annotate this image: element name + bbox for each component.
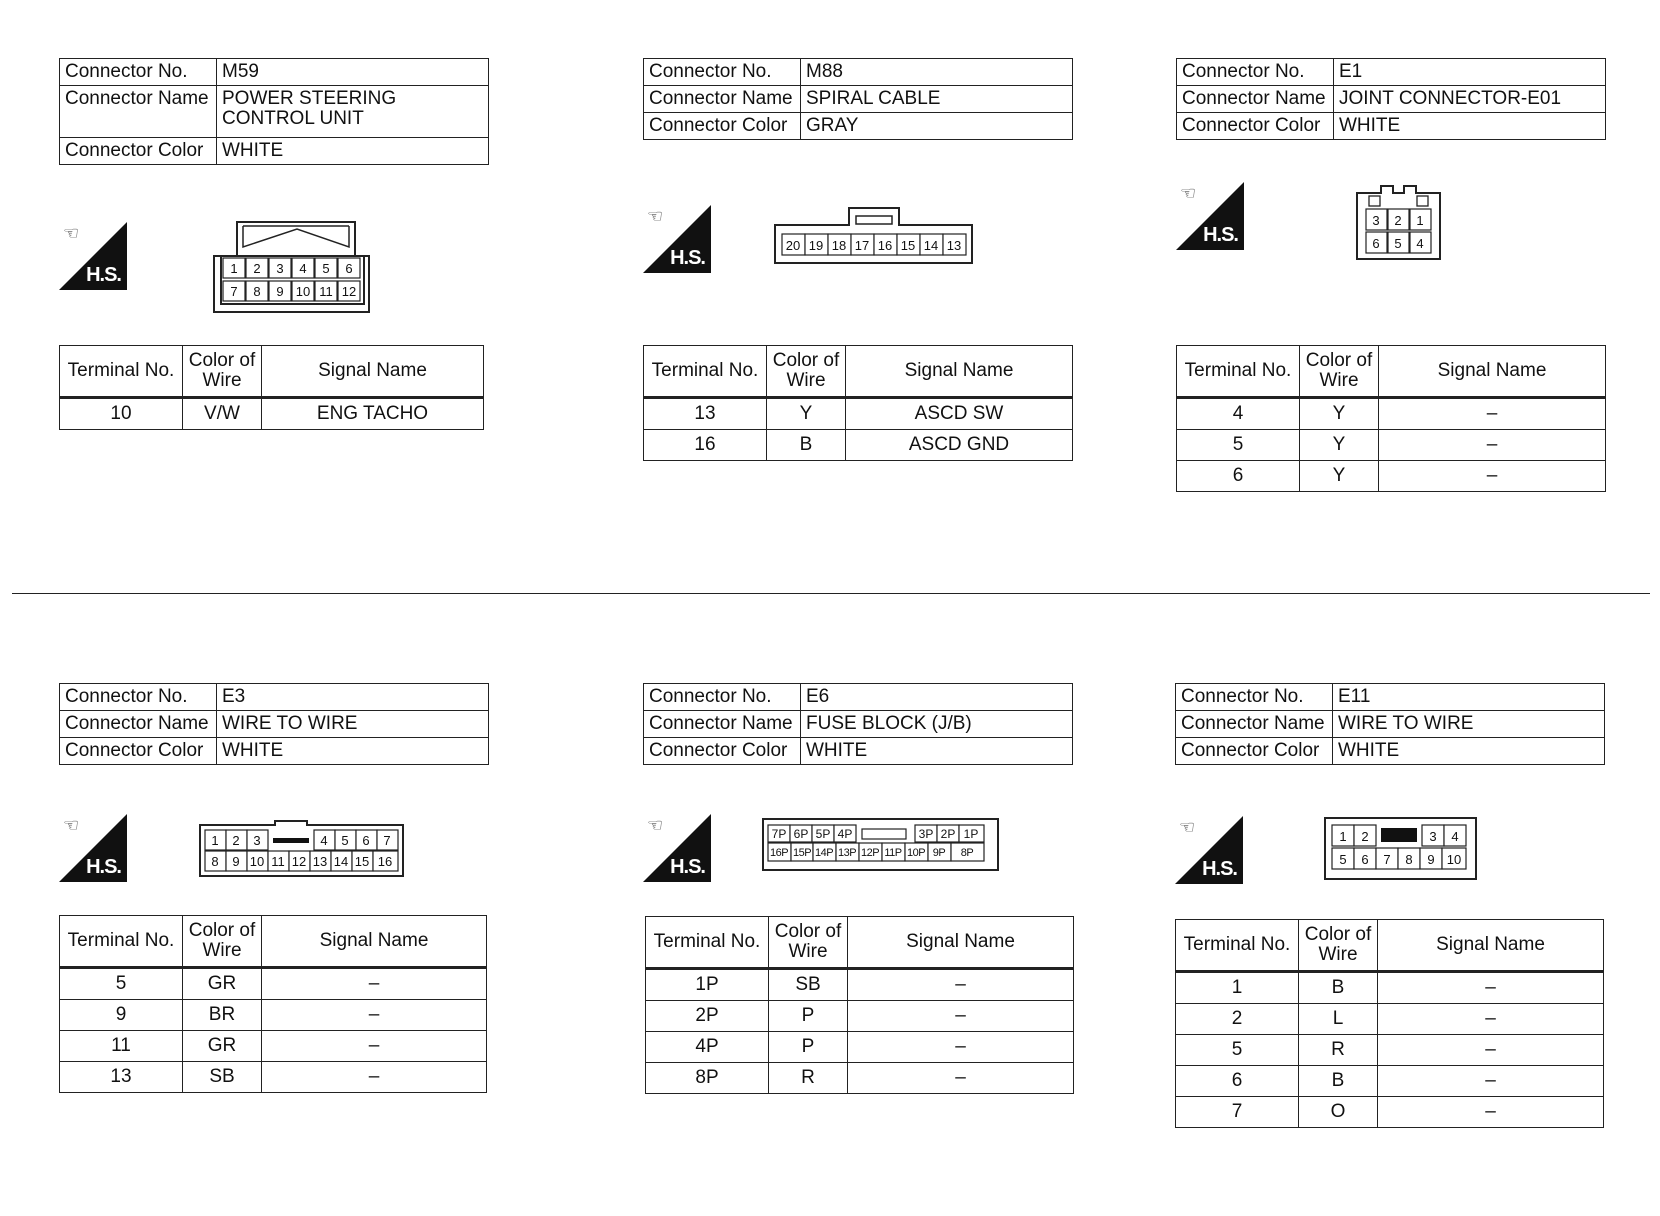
connector-color-label: Connector Color <box>644 738 801 765</box>
terminal-cell: 1P <box>646 969 769 1001</box>
pin-label: 8 <box>253 284 261 299</box>
connector-info-table <box>59 683 489 765</box>
hs-label: H.S. <box>670 856 705 878</box>
connector-diagram-m88 <box>774 207 974 265</box>
signal-cell: – <box>262 1031 487 1062</box>
connector-name-value: FUSE BLOCK (J/B) <box>801 711 1073 738</box>
signal-name-header: Signal Name <box>262 916 487 968</box>
connector-info-table <box>643 683 1073 765</box>
table-row <box>646 969 1074 1001</box>
pin-label: 2 <box>253 261 261 276</box>
pin-label: 2 <box>1394 213 1402 228</box>
pin-label: 5 <box>1394 236 1402 251</box>
table-row <box>1176 972 1604 1004</box>
section-divider <box>12 593 1650 594</box>
terminal-cell: 5 <box>60 968 183 1000</box>
color-of-wire-header: Color of Wire <box>183 346 262 398</box>
signal-name-header: Signal Name <box>846 346 1073 398</box>
hand-icon: ☜ <box>647 815 664 836</box>
table-row <box>1177 461 1606 492</box>
wire-cell: GR <box>183 968 262 1000</box>
connector-color-label: Connector Color <box>644 113 801 140</box>
harness-side-badge <box>1176 182 1244 250</box>
pin-label: 6P <box>793 827 809 841</box>
wire-cell: P <box>769 1032 848 1063</box>
connector-color-value: GRAY <box>801 113 1073 140</box>
pin-label: 4 <box>1451 829 1459 844</box>
terminal-no-header: Terminal No. <box>60 916 183 968</box>
pin-label: 11P <box>884 847 902 859</box>
pin-label: 10 <box>1446 852 1462 867</box>
pin-label: 4P <box>837 827 853 841</box>
connector-diagram-e3 <box>199 820 405 878</box>
terminal-cell: 4P <box>646 1032 769 1063</box>
terminal-cell: 2 <box>1176 1004 1299 1035</box>
terminal-table-e1 <box>1176 345 1606 492</box>
connector-no-value: E11 <box>1333 684 1605 711</box>
pin-label: 4 <box>320 833 328 848</box>
connector-name-label: Connector Name <box>60 86 217 138</box>
terminal-table-m59 <box>59 345 484 430</box>
connector-color-label: Connector Color <box>60 738 217 765</box>
pin-label: 1P <box>963 827 979 841</box>
connector-panel-e6 <box>643 683 1073 765</box>
terminal-no-header: Terminal No. <box>1176 920 1299 972</box>
pin-label: 6 <box>345 261 353 276</box>
connector-panel-m59 <box>59 58 489 165</box>
hs-label: H.S. <box>1202 858 1237 880</box>
pin-label: 3 <box>1372 213 1380 228</box>
pin-label: 1 <box>1339 829 1347 844</box>
pin-label: 10 <box>295 284 311 299</box>
terminal-no-header: Terminal No. <box>60 346 183 398</box>
pin-label: 3 <box>276 261 284 276</box>
pin-label: 13 <box>946 238 962 253</box>
connector-panel-e3 <box>59 683 489 765</box>
harness-side-badge <box>59 222 127 290</box>
table-row <box>646 1063 1074 1094</box>
table-row <box>60 1031 487 1062</box>
pin-label: 13 <box>312 854 328 869</box>
table-row <box>644 398 1073 430</box>
wire-cell: B <box>1299 972 1378 1004</box>
terminal-cell: 1 <box>1176 972 1299 1004</box>
color-of-wire-header: Color of Wire <box>1300 346 1379 398</box>
pin-label: 2P <box>940 827 956 841</box>
pin-label: 5 <box>1339 852 1347 867</box>
pin-label: 11 <box>271 854 285 869</box>
terminal-cell: 11 <box>60 1031 183 1062</box>
connector-diagram-e1 <box>1356 185 1442 261</box>
connector-diagram-e6 <box>762 818 1000 872</box>
signal-cell: – <box>262 968 487 1000</box>
pin-label: 3 <box>253 833 261 848</box>
signal-cell: ENG TACHO <box>262 398 484 430</box>
pin-label: 19 <box>808 238 824 253</box>
terminal-cell: 9 <box>60 1000 183 1031</box>
pin-label: 16 <box>377 854 393 869</box>
pin-label: 16 <box>877 238 893 253</box>
pin-label: 15 <box>900 238 916 253</box>
pin-label: 9 <box>276 284 284 299</box>
signal-name-header: Signal Name <box>1378 920 1604 972</box>
pin-label: 17 <box>854 238 870 253</box>
terminal-cell: 5 <box>1176 1035 1299 1066</box>
pin-label: 7 <box>1383 852 1391 867</box>
signal-cell: ASCD GND <box>846 430 1073 461</box>
signal-cell: – <box>848 1063 1074 1094</box>
table-row <box>646 1032 1074 1063</box>
hs-label: H.S. <box>670 247 705 269</box>
connector-info-table <box>1175 683 1605 765</box>
connector-panel-m88 <box>643 58 1073 140</box>
pin-label: 15 <box>354 854 370 869</box>
color-of-wire-header: Color of Wire <box>767 346 846 398</box>
connector-info-table <box>1176 58 1606 140</box>
pin-label: 14 <box>923 238 939 253</box>
connector-diagram-e11 <box>1324 817 1478 881</box>
table-row <box>1176 1097 1604 1128</box>
connector-name-value: POWER STEERING CONTROL UNIT <box>217 86 489 138</box>
signal-cell: – <box>1378 1035 1604 1066</box>
pin-label: 5 <box>341 833 349 848</box>
wire-cell: GR <box>183 1031 262 1062</box>
pin-label: 8 <box>1405 852 1413 867</box>
connector-name-label: Connector Name <box>644 86 801 113</box>
table-row <box>644 430 1073 461</box>
table-row <box>1177 430 1606 461</box>
terminal-cell: 6 <box>1176 1066 1299 1097</box>
signal-cell: – <box>1379 398 1606 430</box>
harness-side-badge <box>643 814 711 882</box>
connector-no-label: Connector No. <box>1177 59 1334 86</box>
pin-label: 9P <box>932 847 946 859</box>
terminal-cell: 4 <box>1177 398 1300 430</box>
pin-label: 10 <box>249 854 265 869</box>
terminal-cell: 2P <box>646 1001 769 1032</box>
hs-label: H.S. <box>1203 224 1238 246</box>
connector-panel-e11 <box>1175 683 1605 765</box>
pin-label: 5 <box>322 261 330 276</box>
wire-cell: R <box>1299 1035 1378 1066</box>
hand-icon: ☜ <box>1180 183 1197 204</box>
connector-name-value: WIRE TO WIRE <box>217 711 489 738</box>
wire-cell: R <box>769 1063 848 1094</box>
wire-cell: SB <box>183 1062 262 1093</box>
pin-label: 20 <box>785 238 801 253</box>
wire-cell: BR <box>183 1000 262 1031</box>
pin-label: 9 <box>232 854 240 869</box>
connector-name-value: SPIRAL CABLE <box>801 86 1073 113</box>
signal-cell: – <box>262 1062 487 1093</box>
wire-cell: P <box>769 1001 848 1032</box>
table-row <box>646 1001 1074 1032</box>
table-row <box>1176 1066 1604 1097</box>
harness-side-badge <box>643 205 711 273</box>
pin-label: 14 <box>333 854 349 869</box>
hs-label: H.S. <box>86 856 121 878</box>
signal-cell: – <box>1378 1004 1604 1035</box>
terminal-cell: 10 <box>60 398 183 430</box>
connector-color-label: Connector Color <box>60 138 217 165</box>
terminal-cell: 16 <box>644 430 767 461</box>
wire-cell: B <box>767 430 846 461</box>
wire-cell: Y <box>1300 430 1379 461</box>
connector-name-label: Connector Name <box>1176 711 1333 738</box>
terminal-no-header: Terminal No. <box>1177 346 1300 398</box>
connector-panel-e1 <box>1176 58 1606 140</box>
terminal-cell: 6 <box>1177 461 1300 492</box>
connector-no-value: E1 <box>1334 59 1606 86</box>
terminal-cell: 7 <box>1176 1097 1299 1128</box>
terminal-cell: 13 <box>60 1062 183 1093</box>
signal-cell: – <box>1379 430 1606 461</box>
connector-info-table <box>59 58 489 165</box>
pin-label: 14P <box>814 847 834 859</box>
harness-side-badge <box>59 814 127 882</box>
terminal-table-e11 <box>1175 919 1604 1128</box>
pin-label: 15P <box>792 847 812 859</box>
terminal-table-e6 <box>645 916 1074 1094</box>
pin-label: 13P <box>837 847 857 859</box>
pin-label: 4 <box>299 261 307 276</box>
pin-label: 7 <box>230 284 238 299</box>
signal-cell: – <box>848 1001 1074 1032</box>
connector-name-value: JOINT CONNECTOR-E01 <box>1334 86 1606 113</box>
terminal-table-e3 <box>59 915 487 1093</box>
table-row <box>60 1000 487 1031</box>
connector-color-value: WHITE <box>801 738 1073 765</box>
connector-no-label: Connector No. <box>644 684 801 711</box>
pin-label: 7P <box>771 827 787 841</box>
table-row <box>1176 1035 1604 1066</box>
connector-color-value: WHITE <box>217 138 489 165</box>
connector-diagram-m59 <box>213 221 371 313</box>
connector-name-value: WIRE TO WIRE <box>1333 711 1605 738</box>
connector-info-table <box>643 58 1073 140</box>
pin-label: 8 <box>211 854 219 869</box>
table-row <box>60 1062 487 1093</box>
connector-name-label: Connector Name <box>644 711 801 738</box>
pin-label: 4 <box>1416 236 1424 251</box>
pin-label: 2 <box>232 833 240 848</box>
color-of-wire-header: Color of Wire <box>1299 920 1378 972</box>
connector-color-value: WHITE <box>1334 113 1606 140</box>
signal-name-header: Signal Name <box>848 917 1074 969</box>
connector-name-label: Connector Name <box>1177 86 1334 113</box>
connector-no-label: Connector No. <box>644 59 801 86</box>
terminal-no-header: Terminal No. <box>644 346 767 398</box>
signal-name-header: Signal Name <box>262 346 484 398</box>
pin-label: 1 <box>230 261 238 276</box>
terminal-table-m88 <box>643 345 1073 461</box>
signal-cell: – <box>1379 461 1606 492</box>
pin-label: 3P <box>918 827 934 841</box>
connector-no-value: M59 <box>217 59 489 86</box>
wire-cell: Y <box>1300 398 1379 430</box>
pin-label: 3 <box>1429 829 1437 844</box>
hand-icon: ☜ <box>63 223 80 244</box>
pin-label: 9 <box>1427 852 1435 867</box>
connector-color-value: WHITE <box>1333 738 1605 765</box>
color-of-wire-header: Color of Wire <box>183 916 262 968</box>
connector-no-value: E3 <box>217 684 489 711</box>
connector-no-label: Connector No. <box>60 684 217 711</box>
pin-label: 18 <box>831 238 847 253</box>
table-row <box>1177 398 1606 430</box>
harness-side-badge <box>1175 816 1243 884</box>
connector-name-label: Connector Name <box>60 711 217 738</box>
pin-label: 7 <box>383 833 391 848</box>
color-of-wire-header: Color of Wire <box>769 917 848 969</box>
terminal-cell: 13 <box>644 398 767 430</box>
pin-label: 1 <box>211 833 219 848</box>
pin-label: 12 <box>341 284 357 299</box>
signal-cell: – <box>1378 972 1604 1004</box>
terminal-no-header: Terminal No. <box>646 917 769 969</box>
connector-color-label: Connector Color <box>1177 113 1334 140</box>
pin-label: 5P <box>815 827 831 841</box>
pin-label: 8P <box>960 847 974 859</box>
signal-name-header: Signal Name <box>1379 346 1606 398</box>
pin-label: 12 <box>291 854 307 869</box>
wire-cell: O <box>1299 1097 1378 1128</box>
hand-icon: ☜ <box>63 815 80 836</box>
connector-color-label: Connector Color <box>1176 738 1333 765</box>
terminal-cell: 5 <box>1177 430 1300 461</box>
hand-icon: ☜ <box>647 206 664 227</box>
connector-no-value: M88 <box>801 59 1073 86</box>
pin-label: 1 <box>1416 213 1424 228</box>
pin-label: 6 <box>1361 852 1369 867</box>
hs-label: H.S. <box>86 264 121 286</box>
wire-cell: B <box>1299 1066 1378 1097</box>
pin-label: 2 <box>1361 829 1369 844</box>
wire-cell: L <box>1299 1004 1378 1035</box>
pin-label: 10P <box>906 847 926 859</box>
connector-no-label: Connector No. <box>60 59 217 86</box>
table-row <box>1176 1004 1604 1035</box>
wire-cell: Y <box>1300 461 1379 492</box>
signal-cell: ASCD SW <box>846 398 1073 430</box>
terminal-cell: 8P <box>646 1063 769 1094</box>
signal-cell: – <box>848 1032 1074 1063</box>
wire-cell: SB <box>769 969 848 1001</box>
pin-label: 16P <box>769 847 789 859</box>
signal-cell: – <box>1378 1097 1604 1128</box>
wire-cell: Y <box>767 398 846 430</box>
connector-no-label: Connector No. <box>1176 684 1333 711</box>
pin-label: 6 <box>1372 236 1380 251</box>
pin-label: 6 <box>362 833 370 848</box>
table-row <box>60 398 484 430</box>
connector-no-value: E6 <box>801 684 1073 711</box>
signal-cell: – <box>1378 1066 1604 1097</box>
table-row <box>60 968 487 1000</box>
pin-label: 11 <box>319 284 333 299</box>
signal-cell: – <box>262 1000 487 1031</box>
hand-icon: ☜ <box>1179 817 1196 838</box>
connector-color-value: WHITE <box>217 738 489 765</box>
pin-label: 12P <box>860 847 880 859</box>
wire-cell: V/W <box>183 398 262 430</box>
signal-cell: – <box>848 969 1074 1001</box>
